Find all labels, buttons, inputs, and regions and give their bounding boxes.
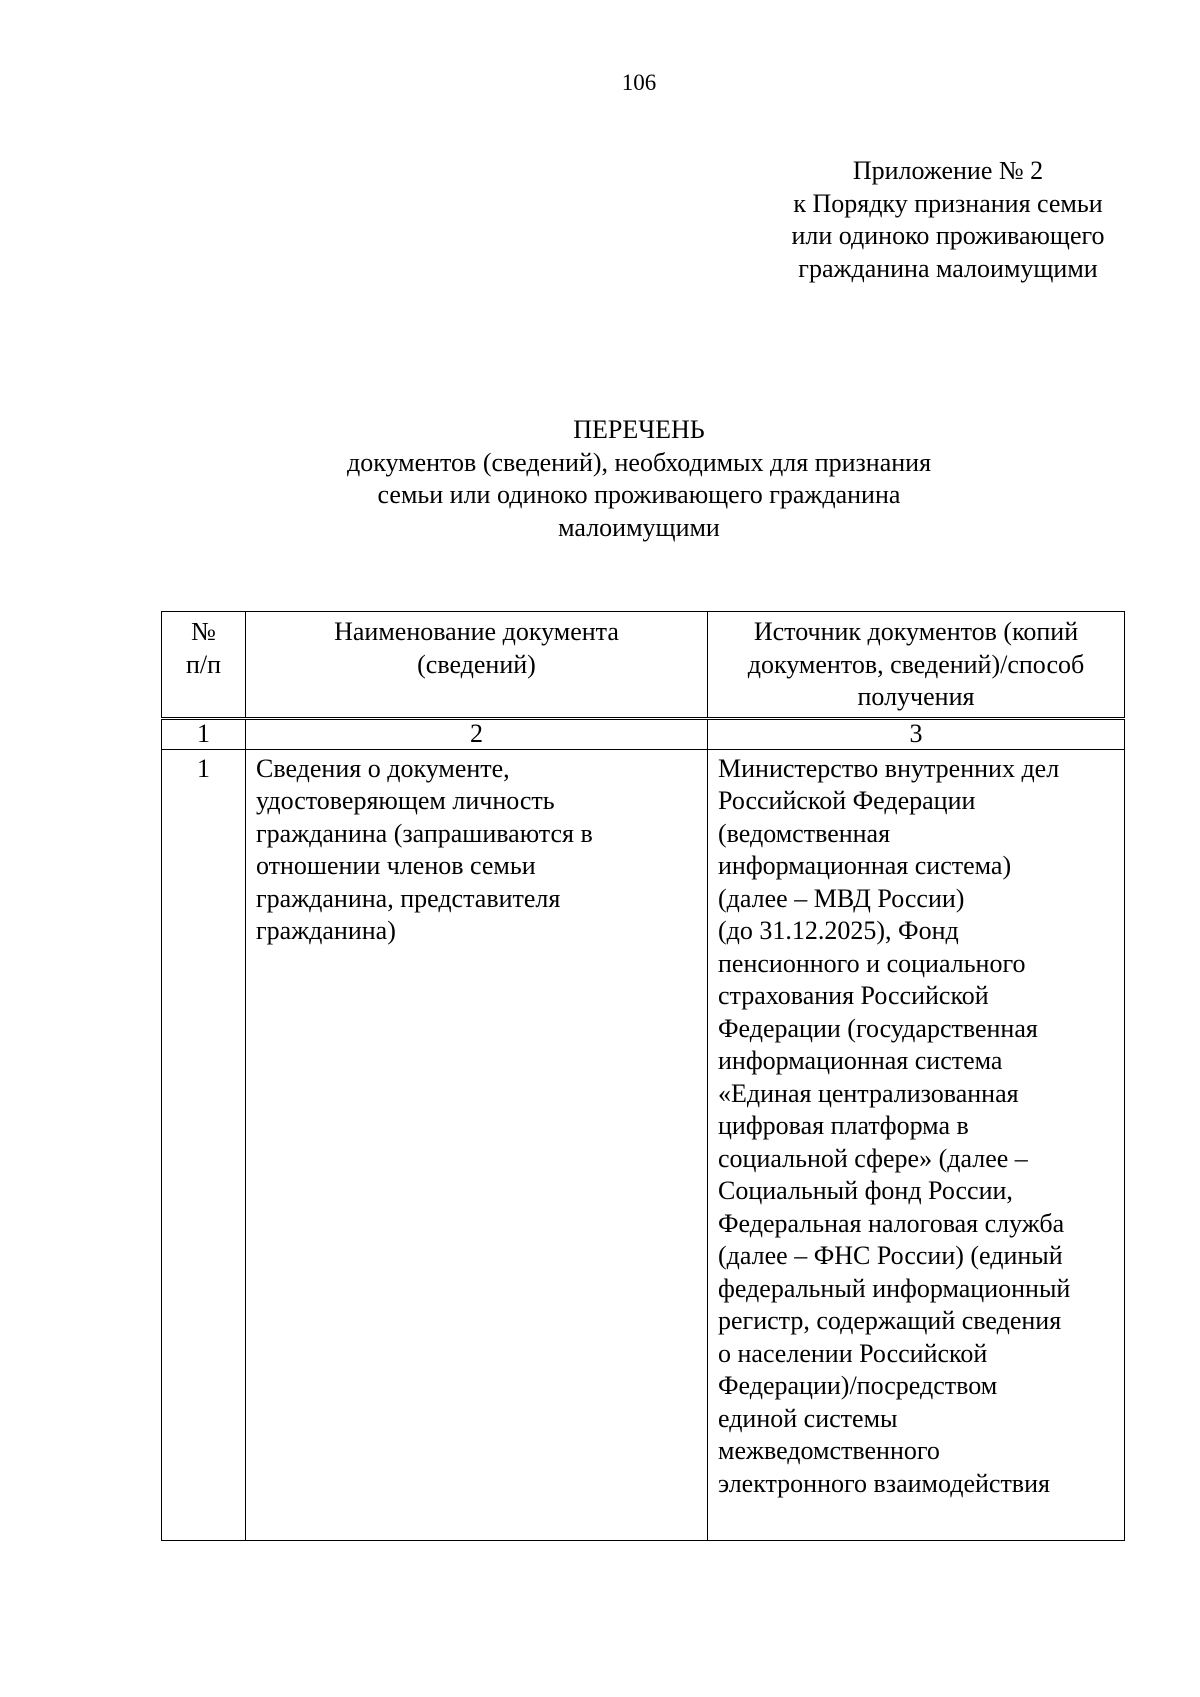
document-name-cell: [246, 749, 708, 1540]
column-number-row: [162, 718, 1125, 749]
header-text: получения: [857, 682, 975, 711]
cell-line: пенсионного и социального: [718, 948, 1026, 978]
cell-line: единой системы: [718, 1403, 898, 1433]
appendix-line: к Порядку признания семьи: [793, 188, 1103, 218]
appendix-reference: [737, 155, 1159, 285]
appendix-line: Приложение № 2: [852, 156, 1044, 185]
cell-line: Российской Федерации: [718, 786, 976, 815]
cell-line: цифровая платформа в: [718, 1111, 969, 1140]
cell-line: социальной сфере» (далее –: [718, 1143, 1028, 1173]
cell-line: о населении Российской: [718, 1338, 988, 1368]
cell-line: Федерации (государственная: [718, 1013, 1038, 1043]
cell-line: федеральный информационный: [718, 1273, 1071, 1303]
cell-line: электронного взаимодействия: [718, 1468, 1050, 1498]
cell-line: Федеральная налоговая служба: [718, 1208, 1065, 1238]
header-cell-name: [246, 612, 708, 719]
table-row: [162, 749, 1125, 1540]
cell-line: страхования Российской: [718, 981, 989, 1010]
cell-line: (до 31.12.2025), Фонд: [718, 916, 959, 945]
cell-line: Федерации)/посредством: [718, 1371, 998, 1400]
column-number-cell: 1: [162, 718, 246, 749]
document-title: [270, 414, 1008, 544]
cell-line: межведомственного: [718, 1436, 940, 1465]
document-source-cell: [708, 749, 1125, 1540]
header-text: №: [191, 617, 216, 646]
cell-line: Сведения о документе,: [256, 753, 510, 783]
appendix-line: гражданина малоимущими: [798, 253, 1098, 283]
cell-line: «Единая централизованная: [718, 1078, 1019, 1108]
cell-line: гражданина (запрашиваются в: [256, 818, 593, 848]
documents-table: [161, 611, 1125, 1541]
title-subtitle-line: малоимущими: [558, 512, 720, 542]
cell-line: (далее – МВД России): [718, 883, 965, 913]
row-number-cell: 1: [162, 749, 246, 1540]
cell-line: гражданина): [256, 916, 396, 945]
header-text: Источник документов (копий: [753, 617, 1079, 646]
title-subtitle-line: документов (сведений), необходимых для признания: [346, 447, 932, 477]
cell-line: гражданина, представителя: [256, 883, 561, 913]
cell-line: информационная система): [718, 851, 1012, 880]
cell-line: отношении членов семьи: [256, 851, 536, 880]
cell-line: удостоверяющем личность: [256, 786, 555, 815]
cell-line: регистр, содержащий сведения: [718, 1306, 1062, 1335]
header-cell-number: [162, 612, 246, 719]
header-cell-source: [708, 612, 1125, 719]
cell-line: Социальный фонд России,: [718, 1176, 1013, 1205]
header-text: Наименование документа: [334, 617, 619, 646]
table-header-row: [162, 612, 1125, 719]
page-number: 106: [621, 70, 657, 95]
title-heading: ПЕРЕЧЕНЬ: [573, 415, 705, 444]
column-number-cell: 2: [246, 718, 708, 749]
cell-line: (ведомственная: [718, 818, 891, 848]
cell-line: Министерство внутренних дел: [718, 753, 1060, 783]
title-subtitle-line: семьи или одиноко проживающего гражданина: [377, 480, 901, 509]
header-text: (сведений): [417, 649, 536, 679]
column-number-cell: 3: [708, 718, 1125, 749]
header-text: п/п: [185, 649, 222, 679]
header-text: документов, сведений)/способ: [747, 649, 1085, 679]
cell-line: (далее – ФНС России) (единый: [718, 1241, 1063, 1270]
cell-line: информационная система: [718, 1046, 1003, 1075]
appendix-line: или одиноко проживающего: [791, 221, 1105, 250]
